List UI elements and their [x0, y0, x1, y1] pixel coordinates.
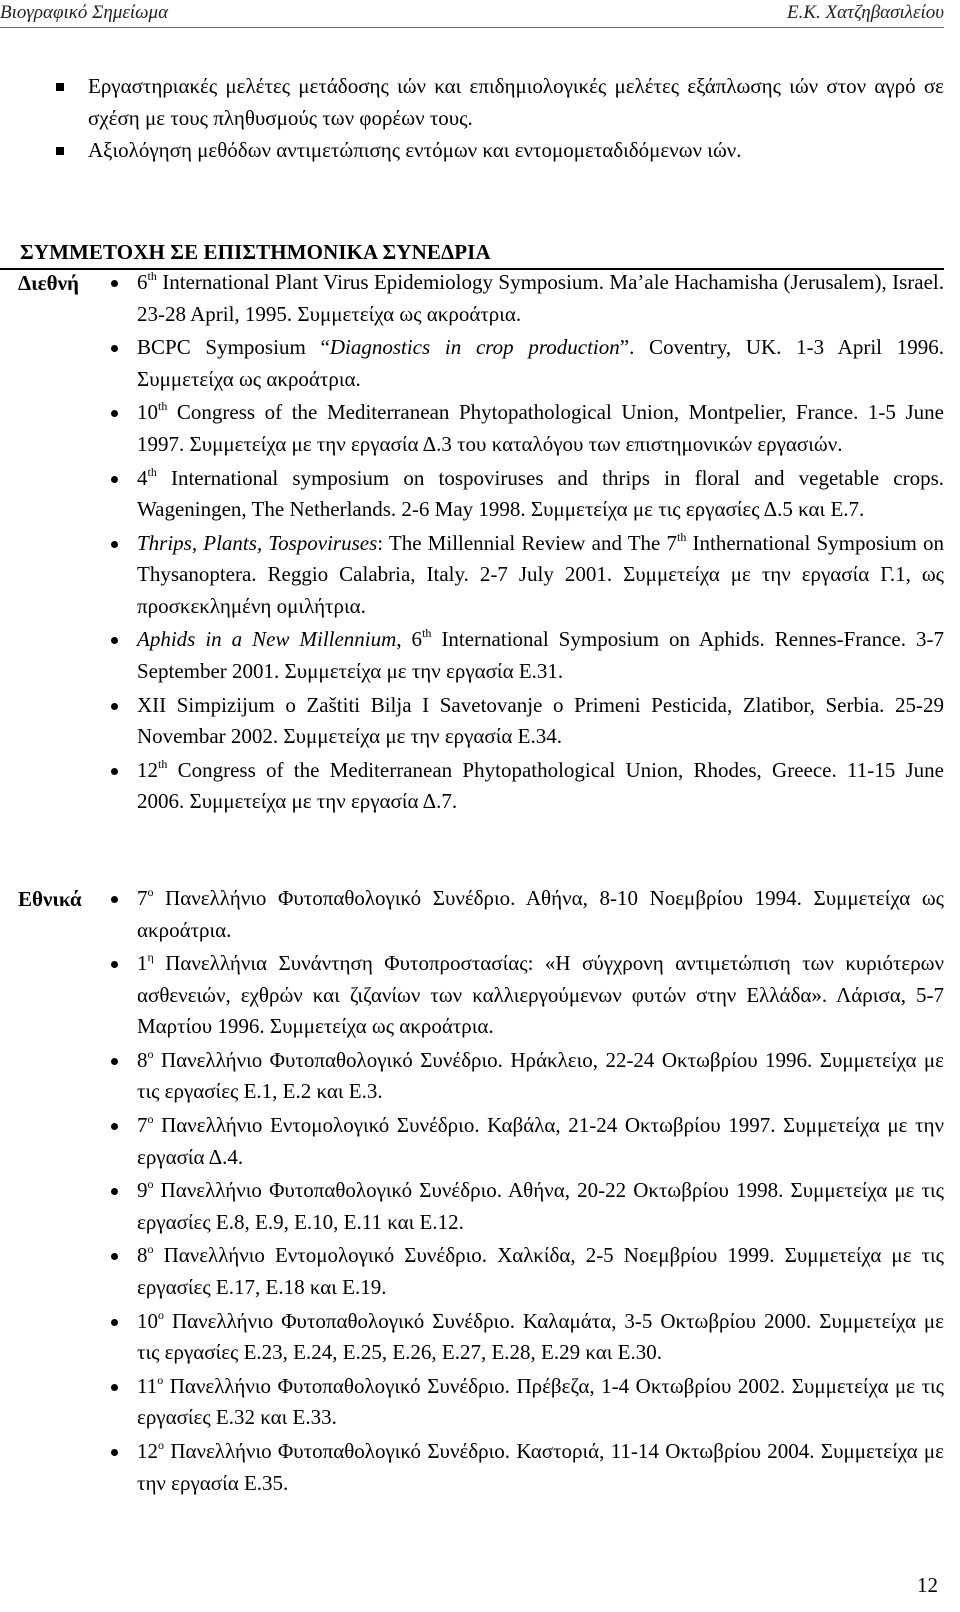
item-text: 7 — [137, 886, 148, 910]
ordinal-suffix: th — [158, 756, 168, 771]
ordinal-suffix: th — [147, 464, 157, 479]
conference-item — [137, 1436, 944, 1499]
item-text: , 6 — [396, 627, 423, 652]
italic-title: Diagnostics in crop production — [329, 335, 620, 360]
item-text: Πανελλήνιο Φυτοπαθολογικό Συνέδριο. Αθήνα, 20-22 Οκτωβρίου 1998. Συμμετείχα με τις εργασίες Ε.8, Ε.9, Ε.10, Ε.11 και Ε.12. — [137, 1178, 944, 1234]
item-text: 4 — [137, 465, 148, 490]
ordinal-suffix: ο — [158, 1307, 164, 1322]
item-text: Πανελλήνιο Φυτοπαθολογικό Συνέδριο. Καλαμάτα, 3-5 Οκτωβρίου 2000. Συμμετείχα με τις εργασίες Ε.23, Ε.24, Ε.25, Ε.26, Ε.27, Ε.28, Ε.29 και Ε.30. — [137, 1308, 944, 1365]
bullet-dot-icon — [111, 896, 118, 903]
list-item-text: Εργαστηριακές μελέτες μετάδοσης ιών και επιδημιολογικές μελέτες εξάπλωσης ιών στον αγρό σε σχέση με τους πληθυσμούς των φορέων τους. — [88, 74, 944, 130]
item-text: 12 — [137, 757, 158, 782]
header-document-title: Βιογραφικό Σημείωμα — [0, 2, 169, 23]
ordinal-suffix: ο — [147, 1112, 154, 1127]
ordinal-suffix: th — [147, 269, 157, 283]
conference-item — [137, 690, 944, 753]
ordinal-suffix: ο — [158, 1438, 164, 1452]
conference-item — [137, 883, 944, 946]
conference-item — [137, 755, 944, 818]
bullet-dot-icon — [111, 1449, 118, 1456]
item-text: 9 — [137, 1178, 148, 1203]
bullet-dot-icon — [111, 345, 118, 352]
conference-item — [137, 463, 944, 526]
bullet-dot-icon — [111, 476, 118, 483]
bullet-dot-icon — [111, 961, 118, 968]
conference-item — [137, 948, 944, 1043]
research-topics-list — [0, 70, 944, 166]
item-text: 8 — [137, 1243, 148, 1268]
conference-item — [137, 332, 944, 395]
item-text: 11 — [137, 1373, 158, 1398]
ordinal-suffix: th — [422, 626, 432, 641]
item-text: Congress of the Mediterranean Phytopathological Union, Rhodes, Greece. 11-15 June 2006. Συμμετείχα με την εργασία Δ.7. — [137, 757, 944, 814]
item-text: Πανελλήνιο Φυτοπαθολογικό Συνέδριο. Ηράκλειο, 22-24 Οκτωβρίου 1996. Συμμετείχα με τις εργασίες Ε.1, Ε.2 και Ε.3. — [137, 1047, 944, 1104]
conference-item — [137, 397, 944, 460]
item-text: 7 — [137, 1113, 148, 1138]
conference-item — [137, 1110, 944, 1173]
ordinal-suffix: ο — [157, 1372, 164, 1387]
ordinal-suffix: ο — [147, 885, 154, 899]
international-conference-list — [137, 267, 944, 820]
list-item — [0, 70, 944, 134]
item-text: 6 — [137, 270, 148, 294]
conference-item — [137, 1045, 944, 1108]
item-text: BCPC Symposium “ — [137, 335, 330, 360]
conference-item — [137, 528, 944, 623]
item-text: 8 — [137, 1047, 148, 1072]
item-text: : The Millennial Review and The 7 — [377, 530, 678, 555]
item-text: XII Simpizijum o Zaštiti Bilja I Savetovanje o Primeni Pesticida, Zlatibor, Serbia. 25-29 Novembar 2002. Συμμετείχα με την εργασία Ε.34. — [137, 692, 944, 749]
item-text: 10 — [137, 400, 158, 425]
ordinal-suffix: ο — [147, 1177, 154, 1192]
bullet-dot-icon — [111, 541, 118, 548]
item-text: Congress of the Mediterranean Phytopathological Union, Montpelier, France. 1-5 June 1997. Συμμετείχα με την εργασία Δ.3 του καταλόγου των επιστημονικών εργασιών. — [137, 400, 944, 456]
item-text: International Plant Virus Epidemiology Symposium. Ma’ale Hachamisha (Jerusalem), Israel. 23-28 April, 1995. Συμμετείχα ως ακροάτρια. — [137, 270, 944, 326]
conference-item — [137, 1175, 944, 1238]
bullet-dot-icon — [111, 1319, 118, 1326]
item-text: ”. Coventry, UK. 1-3 April 1996. Συμμετείχα ως ακροάτρια. — [137, 335, 944, 391]
conference-item — [137, 267, 944, 330]
ordinal-suffix: th — [158, 399, 168, 414]
item-text: Πανελλήνιο Φυτοπαθολογικό Συνέδριο. Πρέβεζα, 1-4 Οκτωβρίου 2002. Συμμετείχα με τις εργασίες Ε.32 και Ε.33. — [137, 1373, 944, 1430]
item-text: International symposium on tospoviruses and thrips in floral and vegetable crops. Wageningen, The Netherlands. 2-6 May 1998. Συμμετείχα με τις εργασίες Δ.5 και Ε.7. — [137, 465, 944, 522]
item-text: 12 — [137, 1439, 158, 1463]
item-text: Πανελλήνιο Φυτοπαθολογικό Συνέδριο. Αθήνα, 8-10 Νοεμβρίου 1994. Συμμετείχα ως ακροάτρια. — [137, 886, 944, 942]
bullet-dot-icon — [111, 1253, 118, 1260]
item-text: Πανελλήνιο Εντομολογικό Συνέδριο. Καβάλα, 21-24 Οκτωβρίου 1997. Συμμετείχα με την εργασία Δ.4. — [137, 1113, 944, 1169]
ordinal-suffix: th — [677, 529, 687, 544]
item-text: International Symposium on Aphids. Rennes-France. 3-7 September 2001. Συμμετείχα με την εργασία Ε.31. — [137, 627, 944, 683]
item-text: Πανελλήνιο Φυτοπαθολογικό Συνέδριο. Καστοριά, 11-14 Οκτωβρίου 2004. Συμμετείχα με την εργασία Ε.35. — [137, 1439, 944, 1495]
square-bullet-icon — [56, 83, 64, 91]
ordinal-suffix: ο — [147, 1046, 154, 1061]
section-title: ΣΥΜΜΕΤΟΧΗ ΣΕ ΕΠΙΣΤΗΜΟΝΙΚΑ ΣΥΝΕΔΡΙΑ — [20, 240, 491, 264]
conference-item — [137, 1306, 944, 1369]
conference-item — [137, 1240, 944, 1303]
national-conference-list — [137, 883, 944, 1501]
bullet-dot-icon — [111, 637, 118, 644]
list-item-text: Αξιολόγηση μεθόδων αντιμετώπισης εντόμων και εντομομεταδιδόμενων ιών. — [88, 138, 742, 162]
page-header — [0, 2, 944, 26]
page-number: 12 — [917, 1573, 938, 1597]
square-bullet-icon — [56, 147, 64, 155]
international-label: Διεθνή — [18, 271, 79, 295]
item-text: 1 — [137, 951, 148, 976]
item-text: Inthernational Symposium on Thysanoptera. Reggio Calabria, Italy. 2-7 July 2001. Συμμετείχα με την εργασία Γ.1, ως προσκεκλημένη ομιλήτρια. — [137, 530, 944, 618]
header-rule — [0, 27, 944, 28]
header-author-name: Ε.Κ. Χατζηβασιλείου — [786, 2, 944, 23]
italic-title: Thrips, Plants, Tospoviruses — [137, 530, 378, 555]
bullet-dot-icon — [111, 1188, 118, 1195]
national-label: Εθνικά — [18, 887, 82, 911]
bullet-dot-icon — [111, 768, 118, 775]
ordinal-suffix: η — [147, 950, 154, 965]
item-text: 10 — [137, 1308, 158, 1333]
ordinal-suffix: ο — [147, 1242, 154, 1257]
bullet-dot-icon — [111, 280, 118, 287]
bullet-dot-icon — [111, 1384, 118, 1391]
bullet-dot-icon — [111, 703, 118, 710]
bullet-dot-icon — [111, 1123, 118, 1130]
bullet-dot-icon — [111, 1058, 118, 1065]
conference-item — [137, 624, 944, 687]
bullet-dot-icon — [111, 410, 118, 417]
list-item — [0, 134, 944, 166]
item-text: Πανελλήνιο Εντομολογικό Συνέδριο. Χαλκίδα, 2-5 Νοεμβρίου 1999. Συμμετείχα με τις εργασίες Ε.17, Ε.18 και Ε.19. — [137, 1243, 944, 1299]
item-text: Πανελλήνια Συνάντηση Φυτοπροστασίας: «Η σύγχρονη αντιμετώπιση των κυριότερων ασθενειών, εχθρών και ζιζανίων των καλλιεργούμενων φυτών στην Ελλάδα». Λάρισα, 5-7 Μαρτίου 1996. Συμμετείχα ως ακροάτρια. — [137, 951, 944, 1039]
conference-item — [137, 1371, 944, 1434]
italic-title: Aphids in a New Millennium — [137, 627, 397, 652]
